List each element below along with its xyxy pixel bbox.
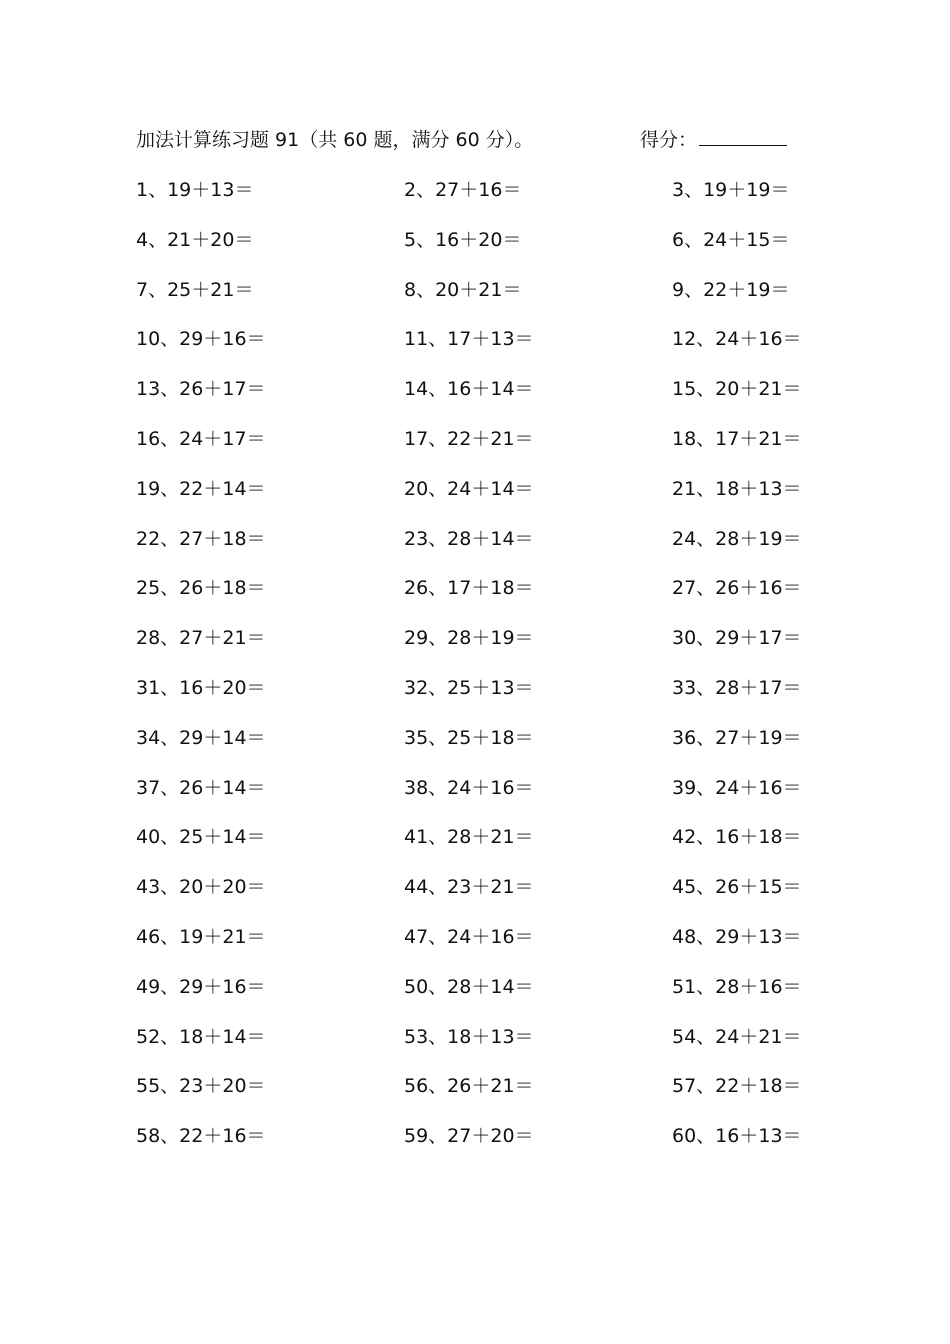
problem-item: 28、27＋21＝ (136, 627, 266, 650)
problem-item: 22、27＋18＝ (136, 527, 266, 550)
problem-item: 33、28＋17＝ (672, 676, 802, 699)
problem-item: 7、25＋21＝ (136, 278, 254, 301)
problem-item: 3、19＋19＝ (672, 179, 790, 201)
worksheet-title: 加法计算练习题 91（共 60 题，满分 60 分）。 (136, 129, 534, 151)
worksheet-header (136, 124, 816, 156)
problem-item: 43、20＋20＝ (136, 876, 266, 899)
problem-item: 2、27＋16＝ (404, 179, 522, 201)
problem-item: 35、25＋18＝ (404, 726, 534, 749)
problem-item: 21、18＋13＝ (672, 477, 802, 500)
problem-item: 60、16＋13＝ (672, 1125, 802, 1148)
problem-item: 31、16＋20＝ (136, 676, 266, 699)
problem-item: 38、24＋16＝ (404, 776, 534, 799)
problem-item: 51、28＋16＝ (672, 975, 802, 998)
problem-item: 13、26＋17＝ (136, 378, 266, 401)
problem-item: 45、26＋15＝ (672, 876, 802, 899)
problem-item: 58、22＋16＝ (136, 1125, 266, 1148)
problem-item: 27、26＋16＝ (672, 577, 802, 600)
problem-item: 48、29＋13＝ (672, 925, 802, 948)
problem-item: 44、23＋21＝ (404, 876, 534, 899)
problem-item: 46、19＋21＝ (136, 925, 266, 948)
problem-item: 54、24＋21＝ (672, 1025, 802, 1048)
score-label: 得分： (640, 129, 698, 151)
problem-item: 36、27＋19＝ (672, 726, 802, 749)
problem-item: 8、20＋21＝ (404, 278, 522, 301)
problem-item: 25、26＋18＝ (136, 577, 266, 600)
problem-item: 18、17＋21＝ (672, 427, 802, 450)
problem-item: 32、25＋13＝ (404, 676, 534, 699)
problem-item: 4、21＋20＝ (136, 228, 254, 251)
problem-item: 56、26＋21＝ (404, 1075, 534, 1098)
problem-item: 19、22＋14＝ (136, 477, 266, 500)
problem-item: 47、24＋16＝ (404, 925, 534, 948)
problem-grid (136, 173, 836, 1169)
problem-item: 55、23＋20＝ (136, 1075, 266, 1098)
problem-item: 1、19＋13＝ (136, 179, 254, 201)
problem-item: 29、28＋19＝ (404, 627, 534, 650)
problem-item: 9、22＋19＝ (672, 278, 790, 301)
problem-item: 16、24＋17＝ (136, 427, 266, 450)
problem-item: 34、29＋14＝ (136, 726, 266, 749)
problem-item: 26、17＋18＝ (404, 577, 534, 600)
problem-item: 49、29＋16＝ (136, 975, 266, 998)
problem-item: 6、24＋15＝ (672, 228, 790, 251)
problem-item: 37、26＋14＝ (136, 776, 266, 799)
problem-item: 12、24＋16＝ (672, 328, 802, 351)
problem-item: 39、24＋16＝ (672, 776, 802, 799)
problem-item: 41、28＋21＝ (404, 826, 534, 849)
problem-item: 17、22＋21＝ (404, 427, 534, 450)
problem-item: 5、16＋20＝ (404, 228, 522, 251)
problem-item: 23、28＋14＝ (404, 527, 534, 550)
problem-item: 52、18＋14＝ (136, 1025, 266, 1048)
score-field (640, 124, 787, 156)
problem-item: 30、29＋17＝ (672, 627, 802, 650)
problem-item: 14、16＋14＝ (404, 378, 534, 401)
problem-item: 57、22＋18＝ (672, 1075, 802, 1098)
problem-item: 20、24＋14＝ (404, 477, 534, 500)
problem-item: 15、20＋21＝ (672, 378, 802, 401)
score-blank-line (699, 125, 787, 146)
problem-item: 42、16＋18＝ (672, 826, 802, 849)
problem-item: 40、25＋14＝ (136, 826, 266, 849)
problem-item: 11、17＋13＝ (404, 328, 534, 351)
problem-item: 53、18＋13＝ (404, 1025, 534, 1048)
problem-item: 10、29＋16＝ (136, 328, 266, 351)
problem-item: 24、28＋19＝ (672, 527, 802, 550)
problem-item: 50、28＋14＝ (404, 975, 534, 998)
problem-item: 59、27＋20＝ (404, 1125, 534, 1148)
